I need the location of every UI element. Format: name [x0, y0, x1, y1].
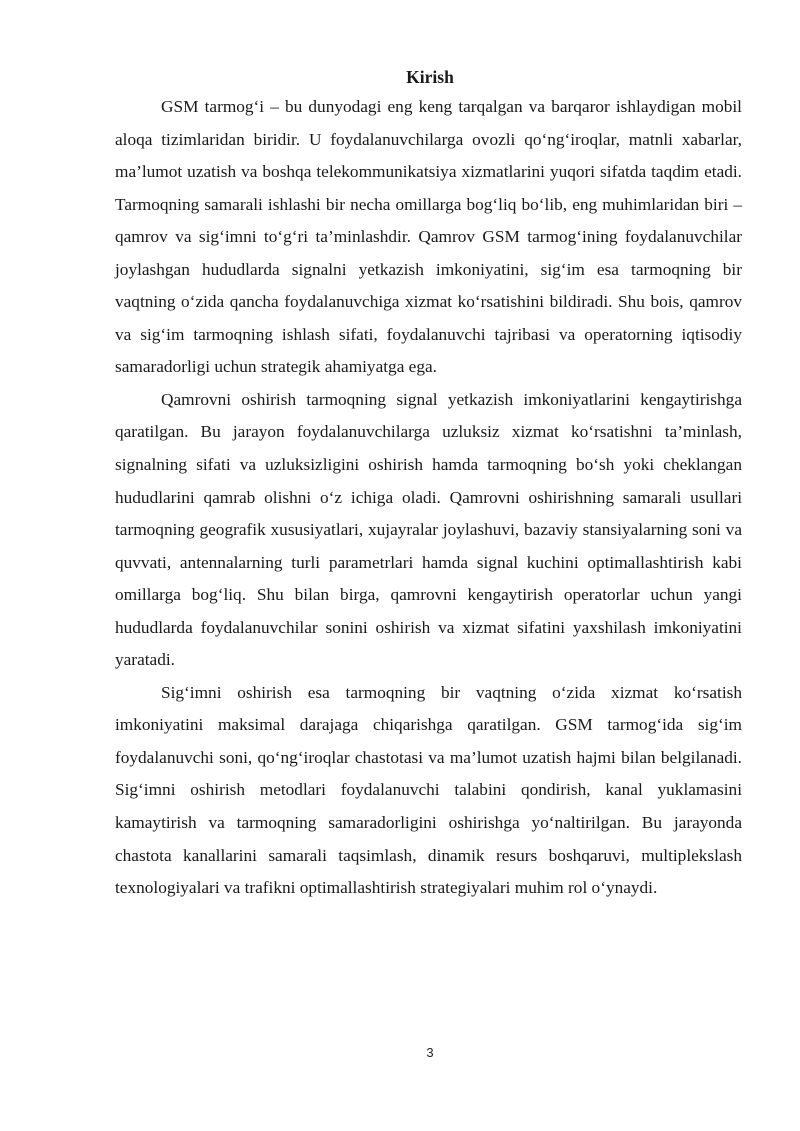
paragraph-capacity: Sig‘imni oshirish esa tarmoqning bir vaqtning o‘zida xizmat ko‘rsatish imkoniyatini maksimal darajaga chiqarishga qaratilgan. GSM tarmog‘ida sig‘im foydalanuvchi soni, qo‘ng‘iroqlar chastotasi va ma’lumot uzatish hajmi bilan belgilanadi. Sig‘imni oshirish metodlari foydalanuvchi talabini qondirish, kanal yuklamasini kamaytirish va tarmoqning samaradorligini oshirishga yo‘naltirilgan. Bu jarayonda chastota kanallarini samarali taqsimlash, dinamik resurs boshqaruvi, multiplekslash texnologiyalari va trafikni optimallashtirish strategiyalari muhim rol o‘ynaydi. — [115, 682, 742, 898]
paragraph-coverage: Qamrovni oshirish tarmoqning signal yetkazish imkoniyatlarini kengaytirishga qaratilgan. Bu jarayon foydalanuvchilarga uzluksiz xizmat ko‘rsatishni ta’minlash, signalning sifati va uzluksizligini oshirish hamda tarmoqning bo‘sh yoki cheklangan hududlarini qamrab olishni o‘z ichiga oladi. Qamrovni oshirishning samarali usullari tarmoqning geografik xususiyatlari, xujayralar joylashuvi, bazaviy stansiyalarning soni va quvvati, antennalarning turli parametrlari hamda signal kuchini optimallashtirish kabi omillarga bog‘liq. Shu bilan birga, qamrovni kengaytirish operatorlar uchun yangi hududlarda foydalanuvchilar sonini oshirish va xizmat sifatini yaxshilash imkoniyatini yaratadi. — [115, 389, 742, 670]
page-number: 3 — [426, 1045, 434, 1060]
body-text — [115, 91, 742, 905]
section-heading: Kirish — [406, 67, 454, 87]
paragraph-intro: GSM tarmog‘i – bu dunyodagi eng keng tarqalgan va barqaror ishlaydigan mobil aloqa tizimlaridan biridir. U foydalanuvchilarga ovozli qo‘ng‘iroqlar, matnli xabarlar, ma’lumot uzatish va boshqa telekommunikatsiya xizmatlarini yuqori sifatda taqdim etadi. Tarmoqning samarali ishlashi bir necha omillarga bog‘liq bo‘lib, eng muhimlaridan biri – qamrov va sig‘imni to‘g‘ri ta’minlashdir. Qamrov GSM tarmog‘ining foydalanuvchilar joylashgan hududlarda signalni yetkazish imkoniyatini, sig‘im esa tarmoqning bir vaqtning o‘zida qancha foydalanuvchiga xizmat ko‘rsatishini bildiradi. Shu bois, qamrov va sig‘im tarmoqning ishlash sifati, foydalanuvchi tajribasi va operatorning iqtisodiy samaradorligi uchun strategik ahamiyatga ega. — [115, 97, 742, 377]
